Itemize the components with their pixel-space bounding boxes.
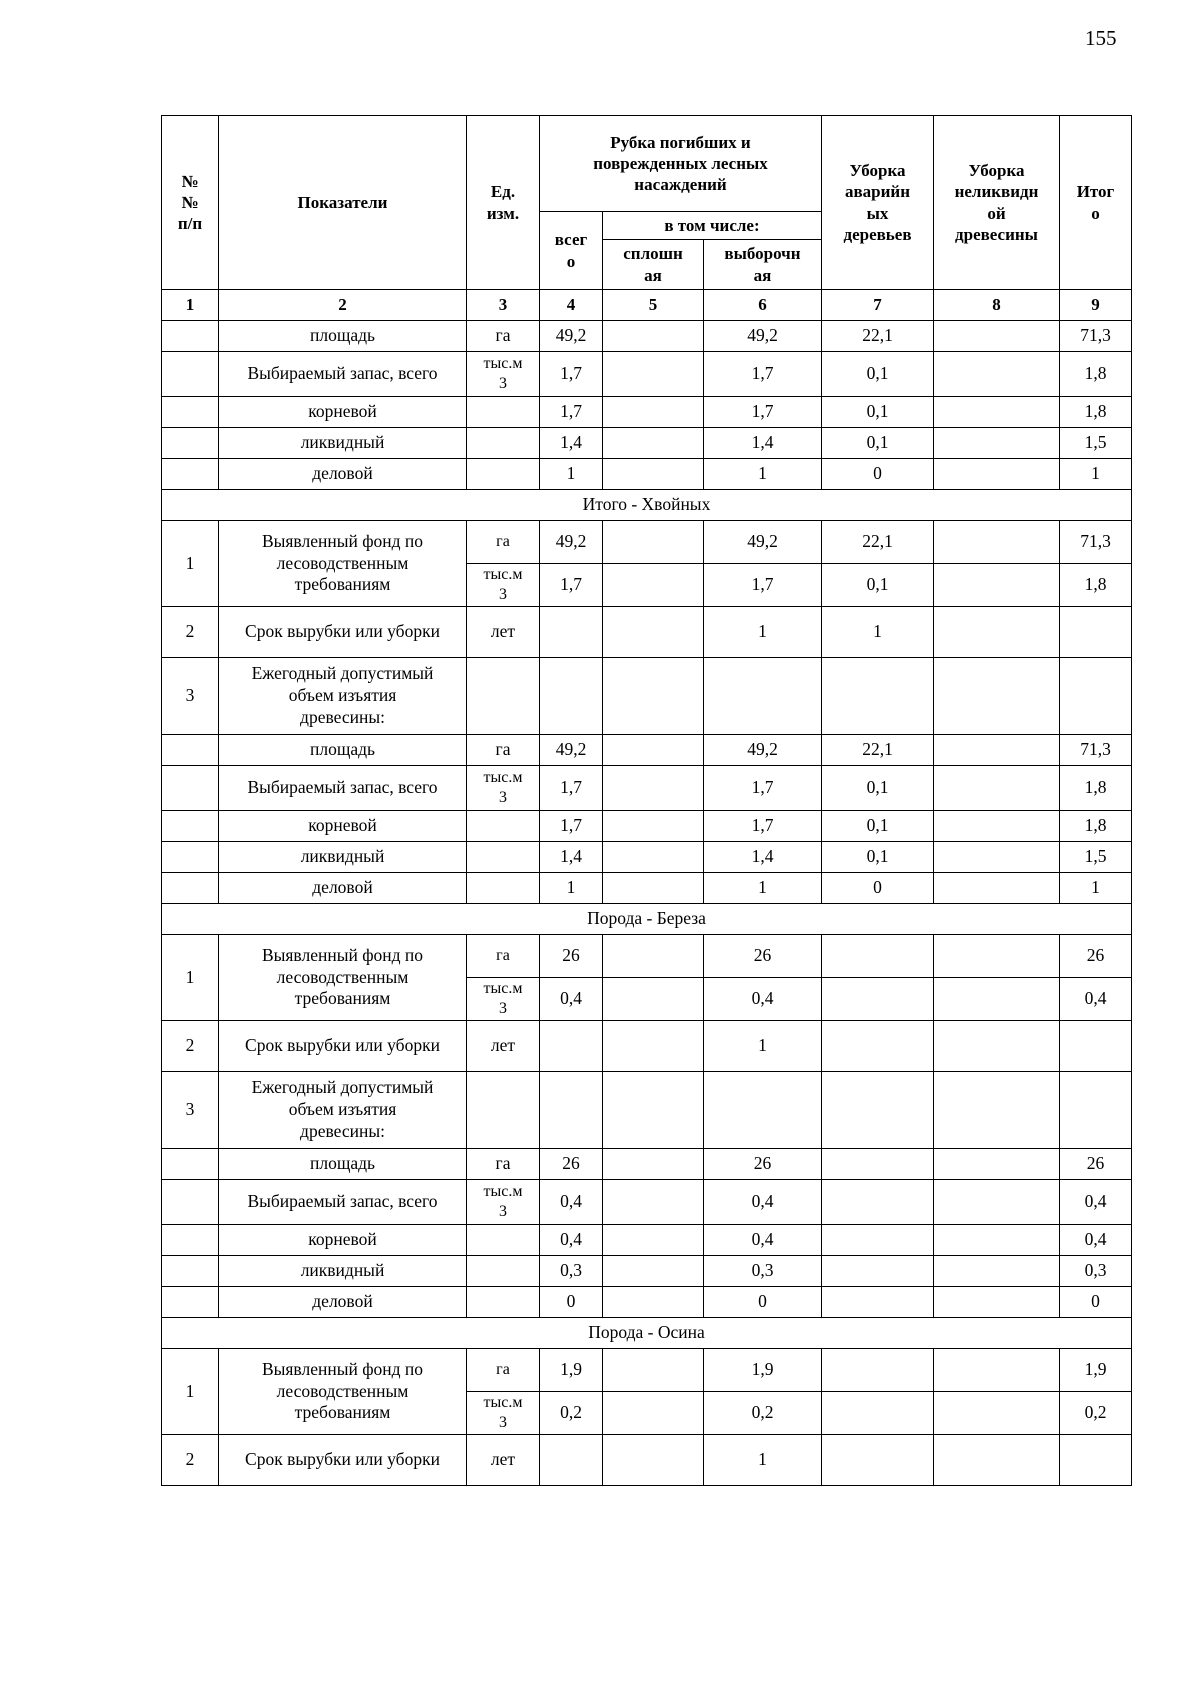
cell-illiquid: [934, 428, 1060, 459]
cell-unit: тыс.м 3: [467, 766, 540, 811]
cell-total: 71,3: [1060, 521, 1132, 564]
cell-unit: лет: [467, 1435, 540, 1486]
page-number: 155: [1085, 26, 1117, 50]
cell-all: 1,7: [540, 397, 603, 428]
cell-selective: 49,2: [704, 521, 822, 564]
cell-selective: [704, 658, 822, 735]
cell-selective: 1: [704, 873, 822, 904]
cell-num: [162, 873, 219, 904]
cell-clear: [603, 842, 704, 873]
cell-selective: 0,4: [704, 1225, 822, 1256]
column-number-2: 2: [219, 290, 467, 321]
cell-emergency: [822, 1072, 934, 1149]
cell-unit: [467, 459, 540, 490]
table-row: [162, 459, 1132, 490]
table-row: [162, 935, 1132, 978]
cell-clear: [603, 321, 704, 352]
cell-total: [1060, 1072, 1132, 1149]
table-row: [162, 735, 1132, 766]
cell-num: [162, 1180, 219, 1225]
cell-clear: [603, 428, 704, 459]
cell-emergency: 0,1: [822, 842, 934, 873]
cell-all: [540, 658, 603, 735]
cell-emergency: 22,1: [822, 735, 934, 766]
cell-clear: [603, 935, 704, 978]
column-number-7: 7: [822, 290, 934, 321]
cell-clear: [603, 459, 704, 490]
cell-clear: [603, 397, 704, 428]
cell-total: 26: [1060, 1149, 1132, 1180]
table-row: [162, 1435, 1132, 1486]
cell-all: [540, 607, 603, 658]
header-col-emergency: Уборка аварийн ых деревьев: [822, 116, 934, 290]
cell-selective: 26: [704, 935, 822, 978]
cell-unit: [467, 842, 540, 873]
column-number-3: 3: [467, 290, 540, 321]
cell-indicator: Срок вырубки или уборки: [219, 607, 467, 658]
cell-emergency: [822, 1287, 934, 1318]
cell-num: [162, 321, 219, 352]
cell-selective: 1,7: [704, 397, 822, 428]
cell-total: [1060, 607, 1132, 658]
cell-emergency: 1: [822, 607, 934, 658]
table-row: [162, 1225, 1132, 1256]
header-col-indicator: Показатели: [219, 116, 467, 290]
cell-total: 1,8: [1060, 811, 1132, 842]
cell-num: 1: [162, 935, 219, 1021]
cell-illiquid: [934, 352, 1060, 397]
cell-emergency: 0: [822, 873, 934, 904]
cell-selective: 0,3: [704, 1256, 822, 1287]
cell-illiquid: [934, 321, 1060, 352]
cell-emergency: [822, 1435, 934, 1486]
cell-num: 3: [162, 658, 219, 735]
cell-all: [540, 1072, 603, 1149]
cell-emergency: 0,1: [822, 811, 934, 842]
cell-num: [162, 428, 219, 459]
cell-all: 0,4: [540, 1180, 603, 1225]
cell-total: 0,2: [1060, 1392, 1132, 1435]
cell-illiquid: [934, 397, 1060, 428]
cell-total: 1,5: [1060, 842, 1132, 873]
cell-num: 2: [162, 1021, 219, 1072]
cell-total: 1: [1060, 873, 1132, 904]
header-col-unit: Ед. изм.: [467, 116, 540, 290]
cell-total: 1,8: [1060, 766, 1132, 811]
column-number-5: 5: [603, 290, 704, 321]
cell-all: 1,7: [540, 766, 603, 811]
cell-emergency: [822, 1225, 934, 1256]
cell-selective: 1,4: [704, 842, 822, 873]
cell-total: [1060, 1021, 1132, 1072]
section-row: [162, 904, 1132, 935]
table-row: [162, 811, 1132, 842]
cell-emergency: 0,1: [822, 428, 934, 459]
cell-total: 1,8: [1060, 397, 1132, 428]
cell-num: [162, 397, 219, 428]
cell-indicator: Выбираемый запас, всего: [219, 352, 467, 397]
cell-unit: га: [467, 1349, 540, 1392]
cell-num: [162, 1149, 219, 1180]
cell-emergency: [822, 1021, 934, 1072]
cell-indicator: Выбираемый запас, всего: [219, 766, 467, 811]
cell-illiquid: [934, 1435, 1060, 1486]
cell-selective: 0,2: [704, 1392, 822, 1435]
section-row: [162, 1318, 1132, 1349]
section-row: [162, 490, 1132, 521]
column-numbers-row: [162, 290, 1132, 321]
cell-total: 1,9: [1060, 1349, 1132, 1392]
cell-unit: [467, 1072, 540, 1149]
cell-total: 71,3: [1060, 735, 1132, 766]
cell-unit: [467, 658, 540, 735]
cell-illiquid: [934, 1072, 1060, 1149]
cell-clear: [603, 607, 704, 658]
cell-indicator: Выбираемый запас, всего: [219, 1180, 467, 1225]
table-row: [162, 397, 1132, 428]
cell-emergency: 0,1: [822, 564, 934, 607]
cell-all: 49,2: [540, 521, 603, 564]
cell-all: 1,7: [540, 352, 603, 397]
section-title: Порода - Осина: [162, 1318, 1132, 1349]
cell-illiquid: [934, 1392, 1060, 1435]
cell-indicator: площадь: [219, 1149, 467, 1180]
header-col-total: Итог о: [1060, 116, 1132, 290]
cell-emergency: 0: [822, 459, 934, 490]
cell-indicator: деловой: [219, 873, 467, 904]
cell-unit: га: [467, 935, 540, 978]
cell-clear: [603, 1072, 704, 1149]
cell-illiquid: [934, 1149, 1060, 1180]
section-title: Итого - Хвойных: [162, 490, 1132, 521]
cell-indicator: площадь: [219, 735, 467, 766]
cell-clear: [603, 352, 704, 397]
cell-num: [162, 766, 219, 811]
cell-all: 0,4: [540, 1225, 603, 1256]
cell-unit: тыс.м 3: [467, 1180, 540, 1225]
column-number-1: 1: [162, 290, 219, 321]
cell-clear: [603, 735, 704, 766]
cell-illiquid: [934, 564, 1060, 607]
cell-clear: [603, 1225, 704, 1256]
cell-clear: [603, 521, 704, 564]
table-row: [162, 428, 1132, 459]
cell-illiquid: [934, 1349, 1060, 1392]
cell-all: 49,2: [540, 735, 603, 766]
cell-unit: лет: [467, 607, 540, 658]
cell-all: 1,4: [540, 428, 603, 459]
cell-indicator: деловой: [219, 1287, 467, 1318]
cell-indicator: Срок вырубки или уборки: [219, 1435, 467, 1486]
section-title: Порода - Береза: [162, 904, 1132, 935]
cell-clear: [603, 873, 704, 904]
cell-selective: 1: [704, 1021, 822, 1072]
cell-illiquid: [934, 658, 1060, 735]
cell-all: 0,2: [540, 1392, 603, 1435]
cell-all: 0,3: [540, 1256, 603, 1287]
cell-unit: [467, 1256, 540, 1287]
cell-emergency: 22,1: [822, 521, 934, 564]
cell-indicator: корневой: [219, 1225, 467, 1256]
cell-selective: 0,4: [704, 1180, 822, 1225]
table-row: [162, 521, 1132, 564]
header-group-including: в том числе:: [603, 212, 822, 240]
cell-total: 71,3: [1060, 321, 1132, 352]
cell-selective: 1,4: [704, 428, 822, 459]
cell-total: 1,8: [1060, 352, 1132, 397]
cell-emergency: [822, 935, 934, 978]
table-row: [162, 842, 1132, 873]
cell-selective: 26: [704, 1149, 822, 1180]
cell-emergency: [822, 978, 934, 1021]
cell-illiquid: [934, 1287, 1060, 1318]
cell-indicator: корневой: [219, 811, 467, 842]
table-header: [162, 116, 1132, 321]
cell-indicator: корневой: [219, 397, 467, 428]
cell-num: [162, 811, 219, 842]
cell-selective: 1,7: [704, 766, 822, 811]
cell-indicator: ликвидный: [219, 842, 467, 873]
cell-all: 26: [540, 935, 603, 978]
header-col-all: всег о: [540, 212, 603, 290]
cell-num: [162, 842, 219, 873]
cell-all: [540, 1435, 603, 1486]
cell-selective: 0: [704, 1287, 822, 1318]
cell-indicator: площадь: [219, 321, 467, 352]
cell-clear: [603, 658, 704, 735]
cell-total: [1060, 1435, 1132, 1486]
cell-total: 0,3: [1060, 1256, 1132, 1287]
cell-unit: тыс.м 3: [467, 1392, 540, 1435]
cell-indicator: деловой: [219, 459, 467, 490]
cell-selective: 0,4: [704, 978, 822, 1021]
cell-all: 26: [540, 1149, 603, 1180]
cell-indicator: Срок вырубки или уборки: [219, 1021, 467, 1072]
cell-total: 1,5: [1060, 428, 1132, 459]
table-row: [162, 321, 1132, 352]
cell-num: [162, 735, 219, 766]
cell-indicator: Выявленный фонд по лесоводственным требованиям: [219, 935, 467, 1021]
cell-indicator: Выявленный фонд по лесоводственным требованиям: [219, 521, 467, 607]
table-row: [162, 607, 1132, 658]
cell-unit: [467, 1287, 540, 1318]
cell-unit: га: [467, 735, 540, 766]
cell-emergency: 0,1: [822, 766, 934, 811]
cell-total: 0,4: [1060, 978, 1132, 1021]
cell-total: 0: [1060, 1287, 1132, 1318]
cell-unit: га: [467, 1149, 540, 1180]
cell-illiquid: [934, 1225, 1060, 1256]
table-row: [162, 1287, 1132, 1318]
cell-all: 1,7: [540, 811, 603, 842]
cell-indicator: ликвидный: [219, 428, 467, 459]
cell-selective: 1: [704, 459, 822, 490]
cell-num: [162, 459, 219, 490]
cell-selective: 1,7: [704, 352, 822, 397]
header-col-num: № № п/п: [162, 116, 219, 290]
cell-total: 1: [1060, 459, 1132, 490]
cell-emergency: [822, 1256, 934, 1287]
cell-total: 0,4: [1060, 1225, 1132, 1256]
cell-indicator: Выявленный фонд по лесоводственным требованиям: [219, 1349, 467, 1435]
cell-clear: [603, 1021, 704, 1072]
table-row: [162, 766, 1132, 811]
table-row: [162, 1021, 1132, 1072]
column-number-9: 9: [1060, 290, 1132, 321]
cell-clear: [603, 766, 704, 811]
cell-illiquid: [934, 1021, 1060, 1072]
cell-all: 1,9: [540, 1349, 603, 1392]
cell-illiquid: [934, 735, 1060, 766]
column-number-8: 8: [934, 290, 1060, 321]
cell-unit: [467, 1225, 540, 1256]
cell-selective: 1: [704, 1435, 822, 1486]
cell-clear: [603, 1256, 704, 1287]
cell-clear: [603, 1392, 704, 1435]
cell-unit: лет: [467, 1021, 540, 1072]
cell-unit: тыс.м 3: [467, 352, 540, 397]
cell-clear: [603, 1287, 704, 1318]
cell-all: 1,7: [540, 564, 603, 607]
cell-selective: 1,7: [704, 564, 822, 607]
table-row: [162, 873, 1132, 904]
cell-clear: [603, 1435, 704, 1486]
cell-unit: [467, 428, 540, 459]
cell-all: 1,4: [540, 842, 603, 873]
table-row: [162, 1349, 1132, 1392]
cell-selective: 1,9: [704, 1349, 822, 1392]
cell-all: 0: [540, 1287, 603, 1318]
cell-illiquid: [934, 873, 1060, 904]
cell-total: 26: [1060, 935, 1132, 978]
cell-unit: тыс.м 3: [467, 978, 540, 1021]
cell-illiquid: [934, 842, 1060, 873]
cell-num: [162, 1256, 219, 1287]
cell-unit: тыс.м 3: [467, 564, 540, 607]
cell-num: 1: [162, 521, 219, 607]
cell-num: [162, 352, 219, 397]
cell-num: 2: [162, 607, 219, 658]
cell-selective: 1: [704, 607, 822, 658]
cell-num: 2: [162, 1435, 219, 1486]
table-row: [162, 1072, 1132, 1149]
cell-total: 0,4: [1060, 1180, 1132, 1225]
cell-total: 1,8: [1060, 564, 1132, 607]
cell-num: [162, 1225, 219, 1256]
cell-unit: га: [467, 321, 540, 352]
table-row: [162, 1149, 1132, 1180]
cell-illiquid: [934, 607, 1060, 658]
cell-illiquid: [934, 459, 1060, 490]
cell-emergency: [822, 658, 934, 735]
cell-num: [162, 1287, 219, 1318]
cell-total: [1060, 658, 1132, 735]
cell-illiquid: [934, 1256, 1060, 1287]
header-col-selective: выборочн ая: [704, 240, 822, 290]
cell-all: 0,4: [540, 978, 603, 1021]
cell-emergency: [822, 1392, 934, 1435]
cell-all: 1: [540, 459, 603, 490]
header-col-clear: сплошн ая: [603, 240, 704, 290]
cell-emergency: 22,1: [822, 321, 934, 352]
cell-clear: [603, 1149, 704, 1180]
column-number-6: 6: [704, 290, 822, 321]
cell-selective: [704, 1072, 822, 1149]
table-body: [162, 321, 1132, 1486]
cell-illiquid: [934, 766, 1060, 811]
cell-unit: [467, 873, 540, 904]
cell-num: 1: [162, 1349, 219, 1435]
column-number-4: 4: [540, 290, 603, 321]
table-row: [162, 658, 1132, 735]
cell-illiquid: [934, 978, 1060, 1021]
cell-clear: [603, 811, 704, 842]
cell-clear: [603, 564, 704, 607]
cell-selective: 49,2: [704, 321, 822, 352]
cell-all: [540, 1021, 603, 1072]
table-row: [162, 1180, 1132, 1225]
cell-emergency: 0,1: [822, 397, 934, 428]
table-row: [162, 352, 1132, 397]
cell-selective: 1,7: [704, 811, 822, 842]
cell-emergency: 0,1: [822, 352, 934, 397]
cell-all: 49,2: [540, 321, 603, 352]
cell-emergency: [822, 1349, 934, 1392]
cell-all: 1: [540, 873, 603, 904]
cell-emergency: [822, 1180, 934, 1225]
cell-indicator: Ежегодный допустимый объем изъятия древесины:: [219, 1072, 467, 1149]
cell-unit: [467, 811, 540, 842]
cell-emergency: [822, 1149, 934, 1180]
cell-indicator: Ежегодный допустимый объем изъятия древесины:: [219, 658, 467, 735]
cell-selective: 49,2: [704, 735, 822, 766]
cell-clear: [603, 1349, 704, 1392]
cell-illiquid: [934, 1180, 1060, 1225]
header-group-felling: Рубка погибших и поврежденных лесных насаждений: [540, 116, 822, 212]
cell-unit: га: [467, 521, 540, 564]
cell-unit: [467, 397, 540, 428]
cell-illiquid: [934, 811, 1060, 842]
cell-illiquid: [934, 521, 1060, 564]
forest-felling-table: [161, 115, 1132, 1486]
cell-clear: [603, 1180, 704, 1225]
cell-num: 3: [162, 1072, 219, 1149]
table-row: [162, 1256, 1132, 1287]
cell-clear: [603, 978, 704, 1021]
cell-illiquid: [934, 935, 1060, 978]
header-col-illiquid: Уборка неликвидн ой древесины: [934, 116, 1060, 290]
cell-indicator: ликвидный: [219, 1256, 467, 1287]
